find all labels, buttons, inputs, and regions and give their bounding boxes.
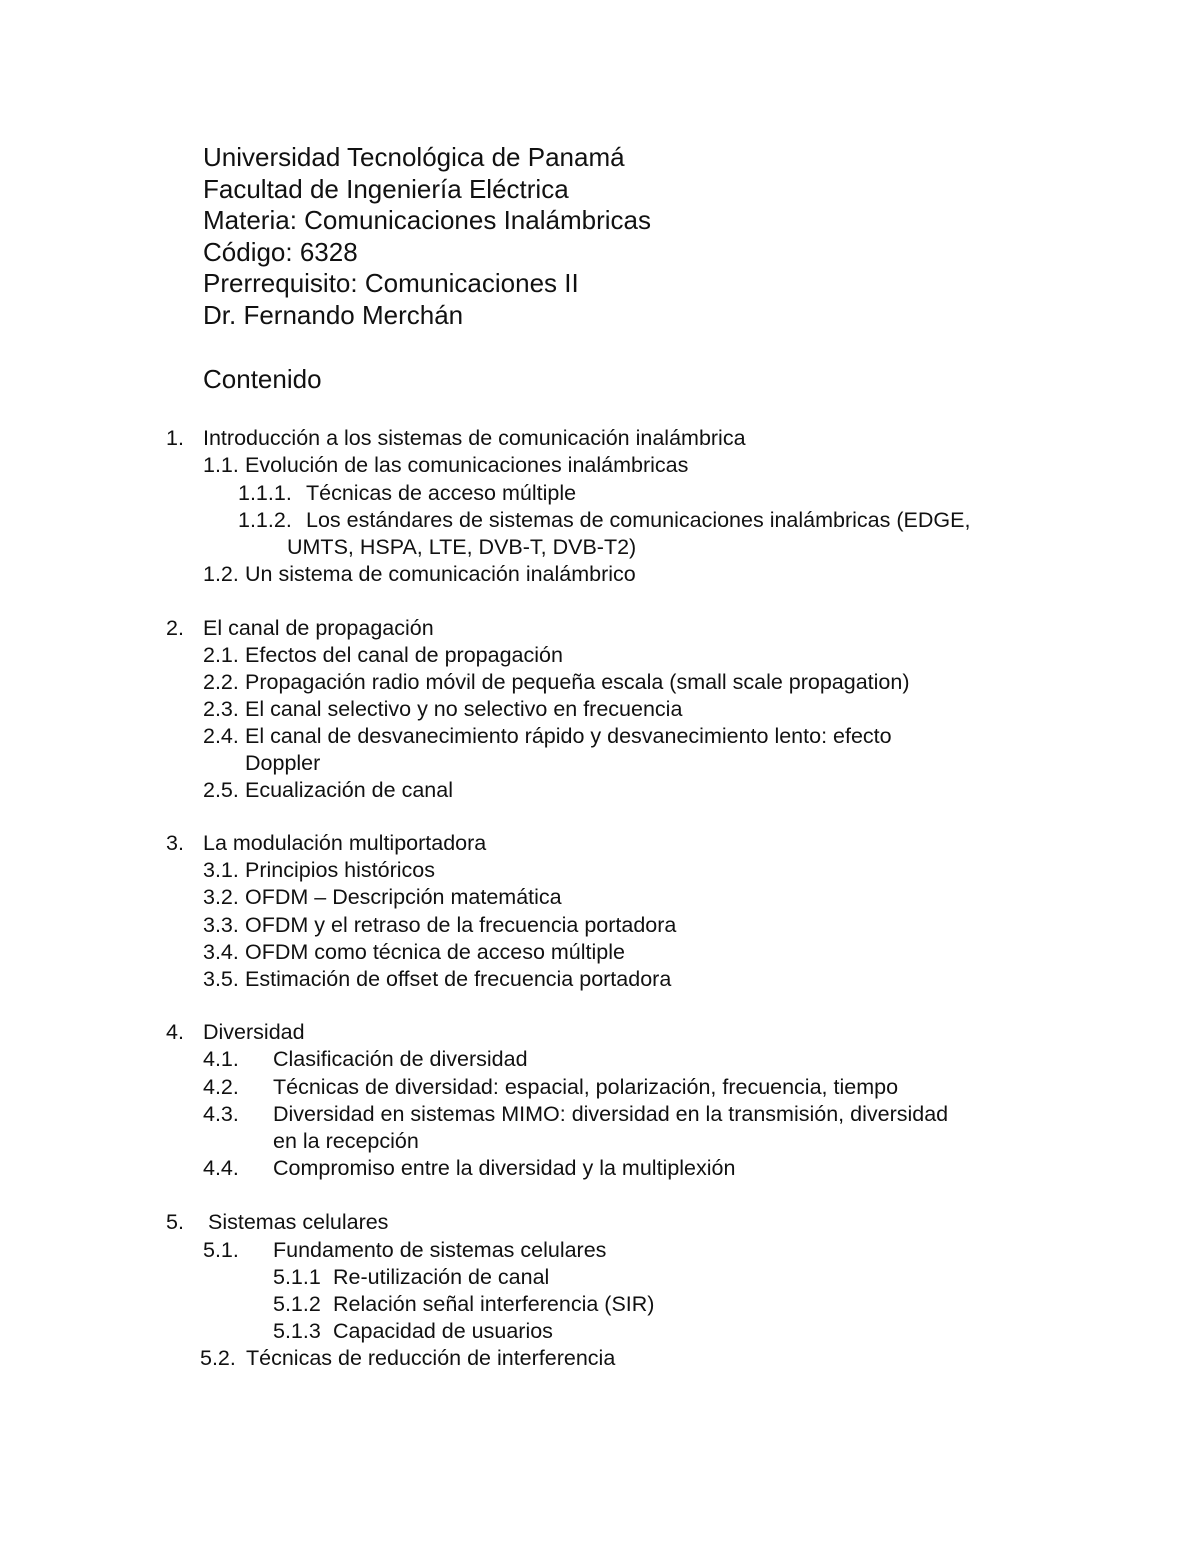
subsection-title: Técnicas de diversidad: espacial, polarización, frecuencia, tiempo [273, 1075, 899, 1099]
subsection-title: Propagación radio móvil de pequeña escala (small scale propagation) [245, 670, 910, 694]
subsection-title: Compromiso entre la diversidad y la multiplexión [273, 1156, 736, 1180]
subsection-title: OFDM – Descripción matemática [245, 885, 562, 909]
subsection-number: 2.3. [203, 697, 239, 721]
subsection-title: El canal selectivo y no selectivo en frecuencia [245, 697, 683, 721]
subsection-title: Efectos del canal de propagación [245, 643, 563, 667]
subsection-number: 5.1.1 [273, 1265, 321, 1289]
subsection-title: Capacidad de usuarios [333, 1319, 553, 1343]
subsection-number: 2.4. [203, 724, 239, 748]
subsection-title: Técnicas de reducción de interferencia [246, 1346, 616, 1370]
subsection-number: 3.5. [203, 967, 239, 991]
section-number: 3. [166, 831, 184, 855]
subsection-title: Un sistema de comunicación inalámbrico [245, 562, 636, 586]
subsection-title: Técnicas de acceso múltiple [306, 481, 577, 505]
professor-name: Dr. Fernando Merchán [203, 300, 464, 330]
subsection-number: 5.2. [200, 1346, 236, 1370]
subsection-number: 2.1. [203, 643, 239, 667]
subject-name: Materia: Comunicaciones Inalámbricas [203, 205, 651, 235]
subsection-title: Re-utilización de canal [333, 1265, 550, 1289]
subsection-number: 4.3. [203, 1102, 239, 1126]
subsection-number: 1.1.1. [238, 481, 292, 505]
section-title: Sistemas celulares [208, 1210, 389, 1234]
course-code: Código: 6328 [203, 237, 358, 267]
subsection-number: 1.1. [203, 453, 239, 477]
contents-heading: Contenido [203, 364, 322, 394]
subsection-number: 3.3. [203, 913, 239, 937]
section-number: 1. [166, 426, 184, 450]
subsection-title: OFDM y el retraso de la frecuencia portadora [245, 913, 677, 937]
subsection-number: 3.4. [203, 940, 239, 964]
subsection-number: 4.2. [203, 1075, 239, 1099]
subsection-number: 5.1.2 [273, 1292, 321, 1316]
subsection-title: Ecualización de canal [245, 778, 453, 802]
section-title: La modulación multiportadora [203, 831, 487, 855]
subsection-title: OFDM como técnica de acceso múltiple [245, 940, 625, 964]
subsection-number: 4.1. [203, 1047, 239, 1071]
subsection-number: 3.2. [203, 885, 239, 909]
subsection-title: Evolución de las comunicaciones inalámbricas [245, 453, 689, 477]
section-number: 4. [166, 1020, 184, 1044]
prerequisite: Prerrequisito: Comunicaciones II [203, 268, 579, 298]
subsection-title: Fundamento de sistemas celulares [273, 1238, 607, 1262]
subsection-number: 2.5. [203, 778, 239, 802]
subsection-number: 5.1.3 [273, 1319, 321, 1343]
section-title: El canal de propagación [203, 616, 434, 640]
section-title: Introducción a los sistemas de comunicación inalámbrica [203, 426, 746, 450]
subsection-title-continued: en la recepción [273, 1129, 419, 1153]
subsection-title: Relación señal interferencia (SIR) [333, 1292, 655, 1316]
faculty-name: Facultad de Ingeniería Eléctrica [203, 174, 569, 204]
university-name: Universidad Tecnológica de Panamá [203, 142, 625, 172]
subsection-title: Los estándares de sistemas de comunicaciones inalámbricas (EDGE, [306, 508, 971, 532]
subsection-title-continued: Doppler [245, 751, 321, 775]
section-number: 2. [166, 616, 184, 640]
subsection-title: Clasificación de diversidad [273, 1047, 528, 1071]
subsection-number: 1.2. [203, 562, 239, 586]
subsection-number: 4.4. [203, 1156, 239, 1180]
subsection-title: El canal de desvanecimiento rápido y desvanecimiento lento: efecto [245, 724, 892, 748]
subsection-title: Estimación de offset de frecuencia portadora [245, 967, 672, 991]
subsection-number: 2.2. [203, 670, 239, 694]
section-title: Diversidad [203, 1020, 305, 1044]
subsection-number: 1.1.2. [238, 508, 292, 532]
subsection-number: 3.1. [203, 858, 239, 882]
section-number: 5. [166, 1210, 184, 1234]
subsection-title-continued: UMTS, HSPA, LTE, DVB-T, DVB-T2) [287, 535, 637, 559]
subsection-title: Diversidad en sistemas MIMO: diversidad en la transmisión, diversidad [273, 1102, 949, 1126]
subsection-title: Principios históricos [245, 858, 435, 882]
subsection-number: 5.1. [203, 1238, 239, 1262]
